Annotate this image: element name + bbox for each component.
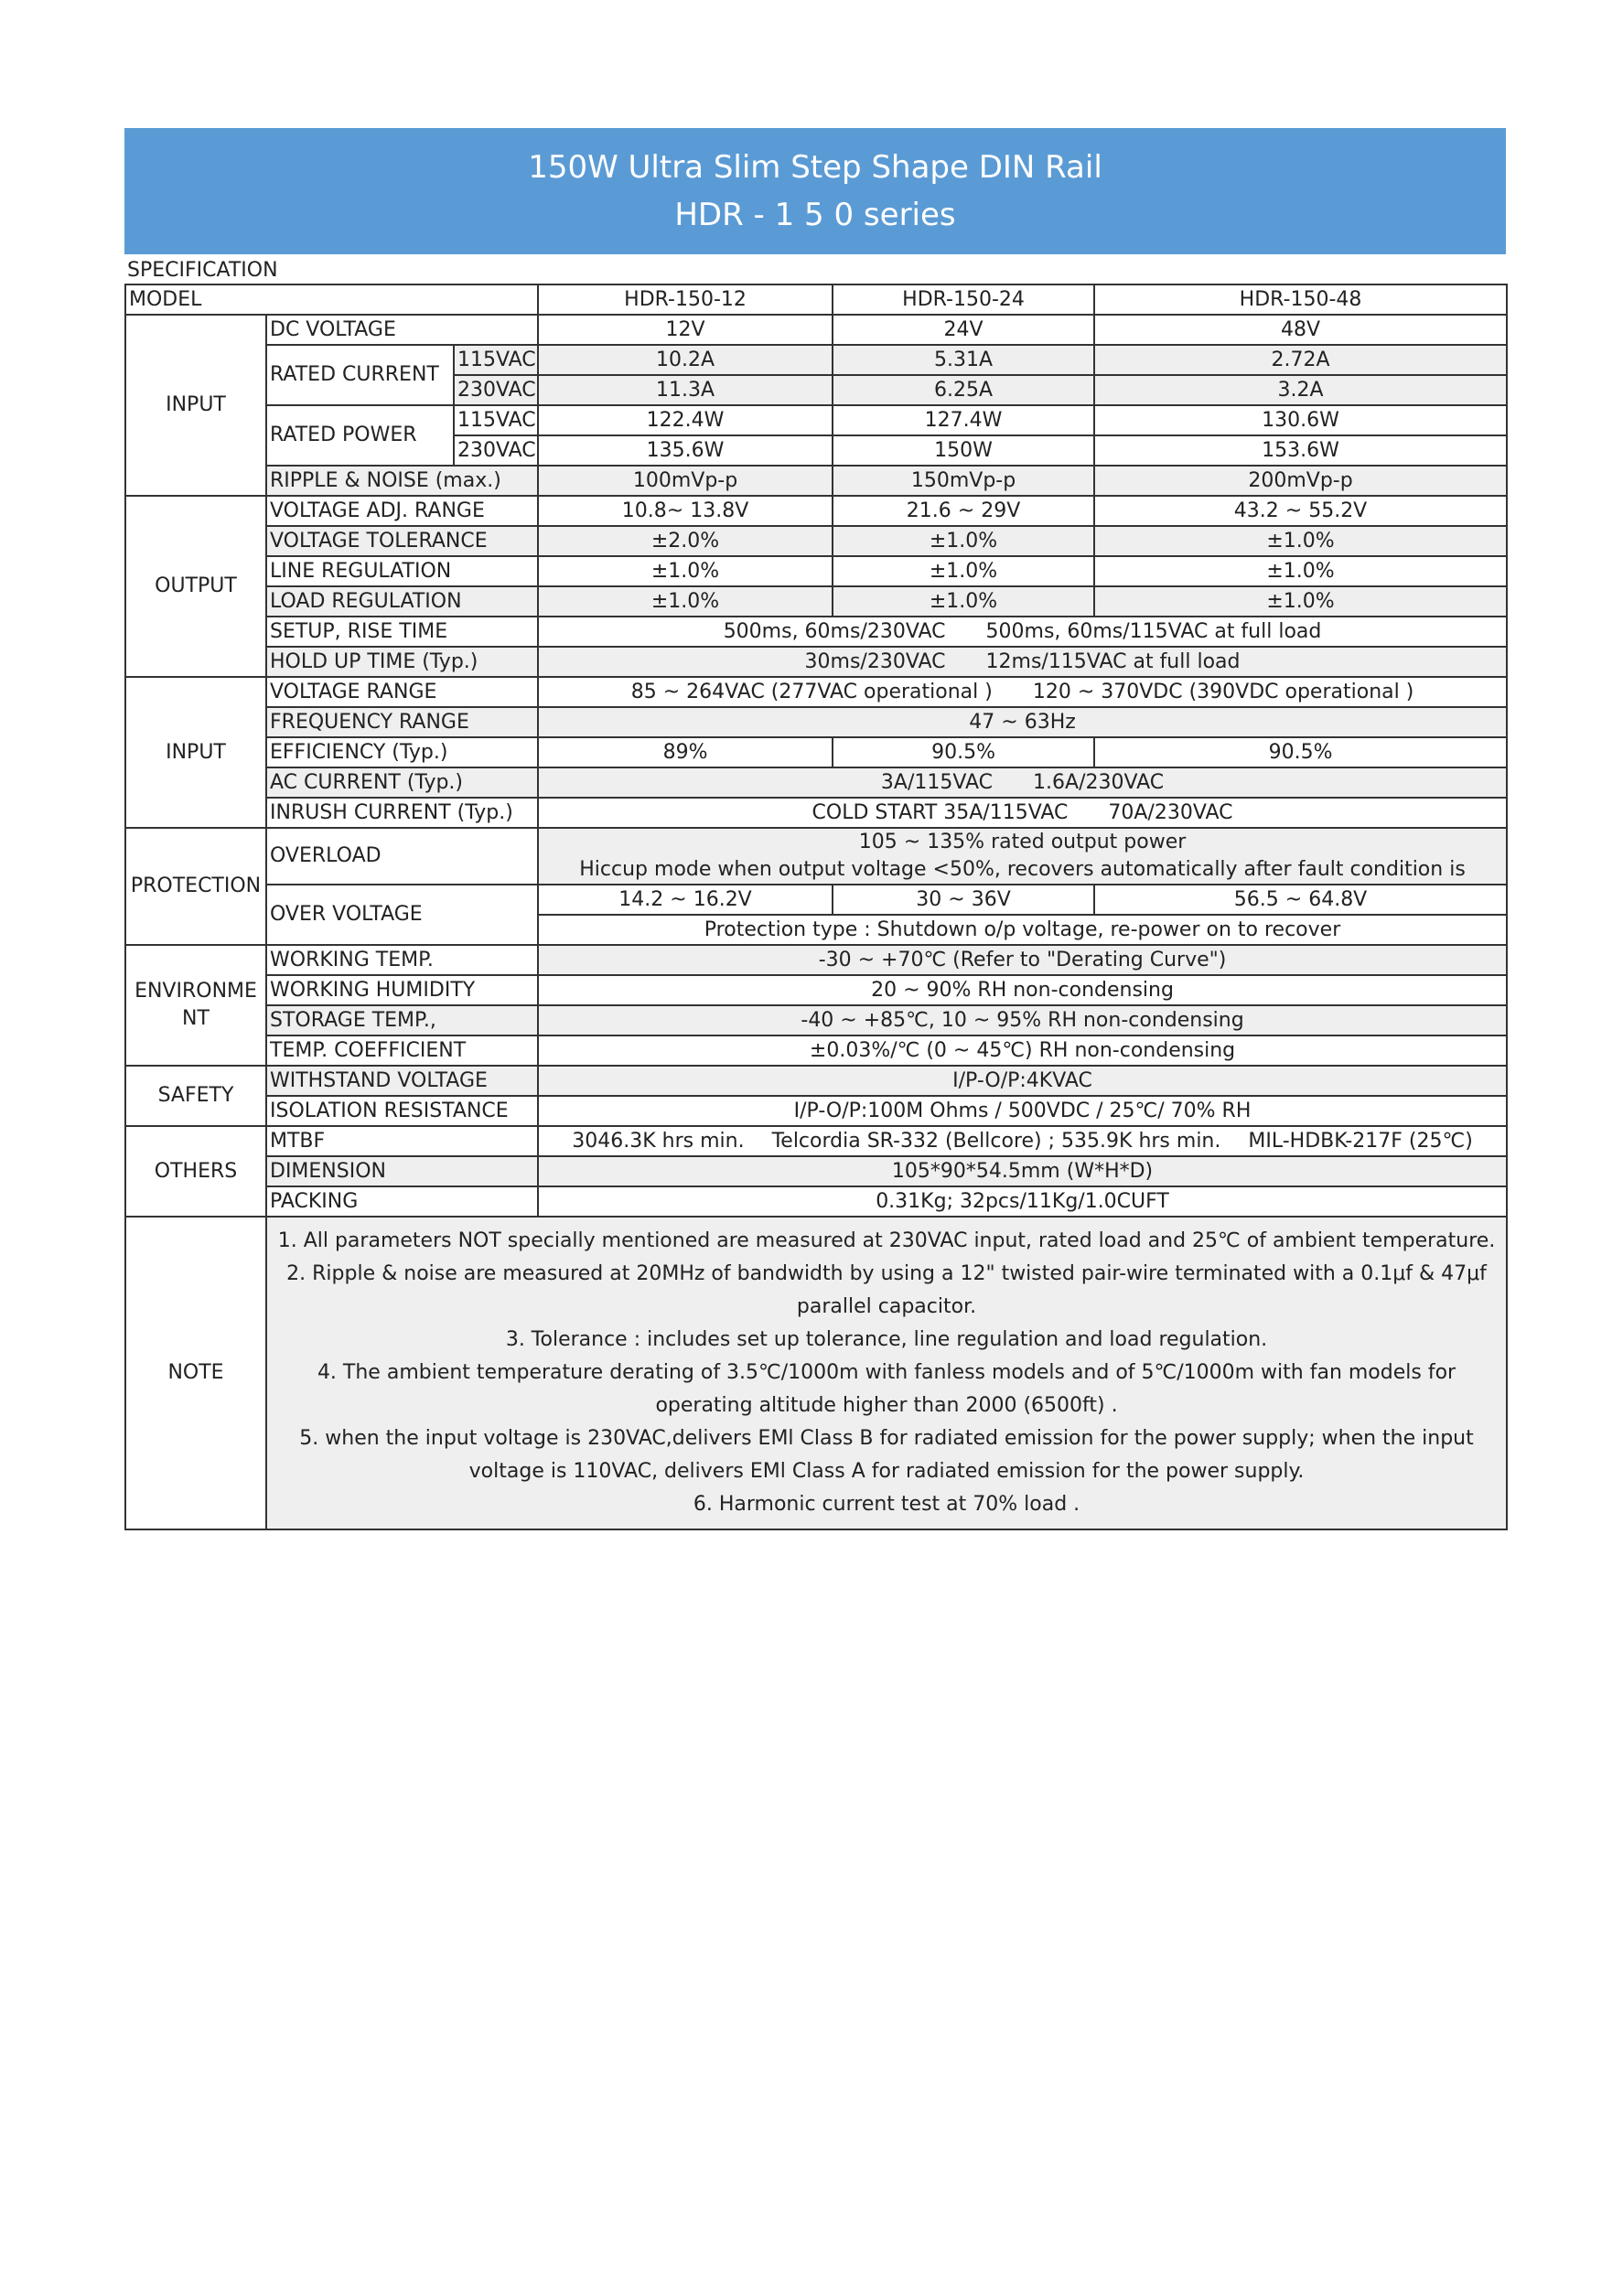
row-label: DC VOLTAGE (266, 315, 538, 345)
cell: ±1.0% (538, 586, 833, 617)
cell: -30 ~ +70℃ (Refer to "Derating Curve") (538, 945, 1507, 975)
table-row (125, 737, 1507, 767)
table-row (125, 647, 1507, 677)
cell-text: 30ms/230VAC (804, 649, 946, 673)
row-label: TEMP. COEFFICIENT (266, 1035, 538, 1066)
row-label: VOLTAGE RANGE (266, 677, 538, 707)
cell: 3.2A (1094, 375, 1507, 405)
section-text: NT (182, 1007, 210, 1030)
section-others: OTHERS (125, 1126, 266, 1217)
notes-cell (266, 1217, 1507, 1529)
row-label: DIMENSION (266, 1156, 538, 1186)
table-row (125, 767, 1507, 798)
cell-text: 105 ~ 135% rated output power (858, 831, 1187, 853)
cell: 150W (833, 435, 1094, 466)
table-row (125, 885, 1507, 915)
sub-label: 230VAC (454, 435, 538, 466)
row-label: OVERLOAD (266, 828, 538, 885)
cell-text: 85 ~ 264VAC (277VAC operational ) (630, 680, 993, 703)
sheet-subtitle: HDR - 1 5 0 series (674, 197, 956, 233)
cell: 105*90*54.5mm (W*H*D) (538, 1156, 1507, 1186)
cell: 90.5% (1094, 737, 1507, 767)
table-row (125, 677, 1507, 707)
table-row (125, 586, 1507, 617)
row-label: OVER VOLTAGE (266, 885, 538, 945)
sub-label: 115VAC (454, 405, 538, 435)
table-row (125, 975, 1507, 1005)
cell: ±2.0% (538, 526, 833, 556)
cell-text: Hiccup mode when output voltage <50%, recovers automatically after fault condition is (579, 858, 1466, 881)
cell: 0.31Kg; 32pcs/11Kg/1.0CUFT (538, 1186, 1507, 1217)
cell-text: 500ms, 60ms/115VAC at full load (985, 619, 1322, 643)
sub-label: 230VAC (454, 375, 538, 405)
cell: 122.4W (538, 405, 833, 435)
cell: 6.25A (833, 375, 1094, 405)
row-label: FREQUENCY RANGE (266, 707, 538, 737)
table-row (125, 556, 1507, 586)
table-row (125, 1096, 1507, 1126)
section-output: OUTPUT (125, 496, 266, 677)
cell: ±1.0% (1094, 586, 1507, 617)
cell: 89% (538, 737, 833, 767)
model-label: MODEL (125, 284, 538, 315)
note-item: 4. The ambient temperature derating of 3.5℃/1000m with fanless models and of 5℃/1000m with fan models for operating altitude higher than 2000 (6500ft) . (317, 1361, 1456, 1417)
row-label: ISOLATION RESISTANCE (266, 1096, 538, 1126)
cell: I/P-O/P:4KVAC (538, 1066, 1507, 1096)
row-label: VOLTAGE TOLERANCE (266, 526, 538, 556)
cell-text: 120 ~ 370VDC (390VDC operational ) (1032, 680, 1414, 703)
cell: 43.2 ~ 55.2V (1094, 496, 1507, 526)
cell: ±1.0% (833, 526, 1094, 556)
cell: ±1.0% (833, 586, 1094, 617)
note-item: 1. All parameters NOT specially mentioned are measured at 230VAC input, rated load and 25℃ of ambient temperature. (277, 1229, 1496, 1252)
table-row (125, 496, 1507, 526)
section-text: ENVIRONME (134, 980, 257, 1003)
row-label: RATED CURRENT (266, 345, 454, 405)
table-row (125, 828, 1507, 885)
cell: ±1.0% (1094, 556, 1507, 586)
cell (538, 677, 1507, 707)
cell (538, 798, 1507, 828)
table-row (125, 284, 1507, 315)
row-label: STORAGE TEMP., (266, 1005, 538, 1035)
cell-text: Telcordia SR-332 (Bellcore) ; 535.9K hrs min. (771, 1129, 1221, 1153)
cell-text: 3046.3K hrs min. (572, 1129, 745, 1153)
model-name: HDR-150-24 (833, 284, 1094, 315)
cell: 150mVp-p (833, 466, 1094, 496)
cell (538, 767, 1507, 798)
section-safety: SAFETY (125, 1066, 266, 1126)
spec-table (124, 284, 1508, 1530)
section-protection: PROTECTION (125, 828, 266, 945)
cell: 90.5% (833, 737, 1094, 767)
title-banner (124, 128, 1506, 254)
cell: 153.6W (1094, 435, 1507, 466)
table-row (125, 1005, 1507, 1035)
cell: ±1.0% (1094, 526, 1507, 556)
table-row (125, 1066, 1507, 1096)
note-item: 2. Ripple & noise are measured at 20MHz of bandwidth by using a 12" twisted pair-wire terminated with a 0.1μf & 47μf parallel capacitor. (286, 1262, 1487, 1318)
cell: I/P-O/P:100M Ohms / 500VDC / 25℃/ 70% RH (538, 1096, 1507, 1126)
table-row (125, 526, 1507, 556)
note-item: 3. Tolerance : includes set up tolerance, line regulation and load regulation. (505, 1328, 1268, 1351)
table-row (125, 1186, 1507, 1217)
specification-label: SPECIFICATION (127, 259, 278, 282)
cell: 48V (1094, 315, 1507, 345)
row-label: PACKING (266, 1186, 538, 1217)
row-label: SETUP, RISE TIME (266, 617, 538, 647)
cell: 47 ~ 63Hz (538, 707, 1507, 737)
cell-text: 3A/115VAC (880, 770, 994, 794)
table-row (125, 945, 1507, 975)
row-label: EFFICIENCY (Typ.) (266, 737, 538, 767)
cell-text: 1.6A/230VAC (1033, 770, 1165, 794)
row-label: LOAD REGULATION (266, 586, 538, 617)
model-name: HDR-150-48 (1094, 284, 1507, 315)
row-label: WITHSTAND VOLTAGE (266, 1066, 538, 1096)
row-label: MTBF (266, 1126, 538, 1156)
cell: 10.8~ 13.8V (538, 496, 833, 526)
cell-text: 70A/230VAC (1108, 800, 1233, 824)
cell: ±1.0% (833, 556, 1094, 586)
cell: 12V (538, 315, 833, 345)
row-label: RATED POWER (266, 405, 454, 466)
cell: 11.3A (538, 375, 833, 405)
cell: 135.6W (538, 435, 833, 466)
row-label: RIPPLE & NOISE (max.) (266, 466, 538, 496)
cell: 30 ~ 36V (833, 885, 1094, 915)
cell (538, 828, 1507, 885)
row-label: WORKING TEMP. (266, 945, 538, 975)
section-input: INPUT (125, 315, 266, 496)
table-row (125, 617, 1507, 647)
cell: ±1.0% (538, 556, 833, 586)
table-row (125, 466, 1507, 496)
cell: 127.4W (833, 405, 1094, 435)
cell: 24V (833, 315, 1094, 345)
spec-sheet (124, 128, 1506, 1530)
row-label: INRUSH CURRENT (Typ.) (266, 798, 538, 828)
row-label: LINE REGULATION (266, 556, 538, 586)
table-row (125, 707, 1507, 737)
cell: 100mVp-p (538, 466, 833, 496)
section-input: INPUT (125, 677, 266, 828)
note-item: 5. when the input voltage is 230VAC,delivers EMl Class B for radiated emission for the power supply; when the input voltage is 110VAC, delivers EMl Class A for radiated emission for the power supply. (299, 1427, 1474, 1483)
cell: 130.6W (1094, 405, 1507, 435)
sheet-title: 150W Ultra Slim Step Shape DIN Rail (528, 149, 1102, 186)
cell-text: MIL-HDBK-217F (25℃) (1248, 1129, 1473, 1153)
cell: ±0.03%/℃ (0 ~ 45℃) RH non-condensing (538, 1035, 1507, 1066)
row-label: WORKING HUMIDITY (266, 975, 538, 1005)
cell (538, 647, 1507, 677)
cell: 200mVp-p (1094, 466, 1507, 496)
row-label: VOLTAGE ADJ. RANGE (266, 496, 538, 526)
table-row (125, 1035, 1507, 1066)
table-row (125, 1217, 1507, 1529)
cell (538, 617, 1507, 647)
cell: -40 ~ +85℃, 10 ~ 95% RH non-condensing (538, 1005, 1507, 1035)
cell: 2.72A (1094, 345, 1507, 375)
table-row (125, 405, 1507, 435)
section-environment (125, 945, 266, 1066)
table-row (125, 1126, 1507, 1156)
table-row (125, 345, 1507, 375)
cell-text: 500ms, 60ms/230VAC (723, 619, 946, 643)
note-item: 6. Harmonic current test at 70% load . (693, 1493, 1080, 1516)
cell: 20 ~ 90% RH non-condensing (538, 975, 1507, 1005)
cell (538, 1126, 1507, 1156)
section-note: NOTE (125, 1217, 266, 1529)
row-label: HOLD UP TIME (Typ.) (266, 647, 538, 677)
cell: 10.2A (538, 345, 833, 375)
model-name: HDR-150-12 (538, 284, 833, 315)
row-label: AC CURRENT (Typ.) (266, 767, 538, 798)
sub-label: 115VAC (454, 345, 538, 375)
table-row (125, 798, 1507, 828)
table-row (125, 315, 1507, 345)
cell: Protection type : Shutdown o/p voltage, re-power on to recover (538, 915, 1507, 945)
cell: 14.2 ~ 16.2V (538, 885, 833, 915)
cell: 5.31A (833, 345, 1094, 375)
cell: 56.5 ~ 64.8V (1094, 885, 1507, 915)
cell-text: COLD START 35A/115VAC (812, 800, 1069, 824)
table-row (125, 1156, 1507, 1186)
cell: 21.6 ~ 29V (833, 496, 1094, 526)
cell-text: 12ms/115VAC at full load (985, 649, 1241, 673)
